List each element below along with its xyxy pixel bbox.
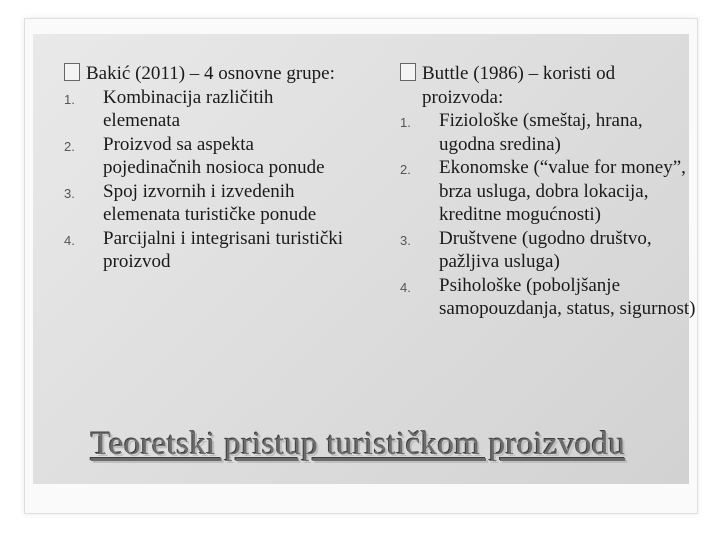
list-number: 1. [400, 115, 411, 130]
right-list [400, 109, 700, 321]
list-item [64, 133, 354, 180]
list-item [400, 109, 700, 156]
list-item [64, 227, 354, 274]
list-item-text: Društvene (ugodno društvo, pažljiva usluga) [439, 227, 652, 272]
list-number: 2. [400, 162, 411, 177]
list-number: 3. [400, 232, 411, 248]
left-intro [64, 62, 354, 86]
list-item-text: Spoj izvornih i izvedenih elemenata turističke ponude [103, 180, 317, 225]
square-bullet-icon [400, 63, 416, 81]
list-item-text: Kombinacija različitih elemenata [103, 86, 274, 131]
right-intro [400, 62, 700, 109]
slide-content-panel [33, 34, 696, 484]
list-item-text: Fiziološke (smeštaj, hrana, ugodna sredina) [439, 110, 643, 155]
square-bullet-icon [64, 63, 80, 81]
list-item-text: Proizvod sa aspekta pojedinačnih nosioca ponude [103, 133, 325, 178]
list-item [64, 86, 354, 133]
slide-title: Teoretski pristup turističkom proizvodu [90, 426, 626, 462]
list-item [400, 274, 700, 321]
list-item-text: Psihološke (poboljšanje samopouzdanja, status, sigurnost) [439, 274, 696, 319]
list-item [64, 180, 354, 227]
list-item [400, 227, 700, 274]
right-column [400, 62, 700, 321]
left-column [64, 62, 354, 274]
list-number: 3. [64, 185, 75, 201]
right-intro-text: Buttle (1986) – koristi od proizvoda: [422, 63, 616, 108]
left-list [64, 86, 354, 274]
list-number: 1. [64, 91, 75, 107]
list-number: 4. [64, 232, 75, 248]
list-item [400, 156, 700, 227]
list-item-text: Parcijalni i integrisani turistički proizvod [103, 227, 344, 272]
list-number: 2. [64, 138, 75, 154]
list-number: 4. [400, 279, 411, 295]
left-intro-text: Bakić (2011) – 4 osnovne grupe: [86, 63, 335, 84]
list-item-text: Ekonomske (“value for money”, brza usluga, dobra lokacija, kreditne mogućnosti) [439, 157, 686, 225]
